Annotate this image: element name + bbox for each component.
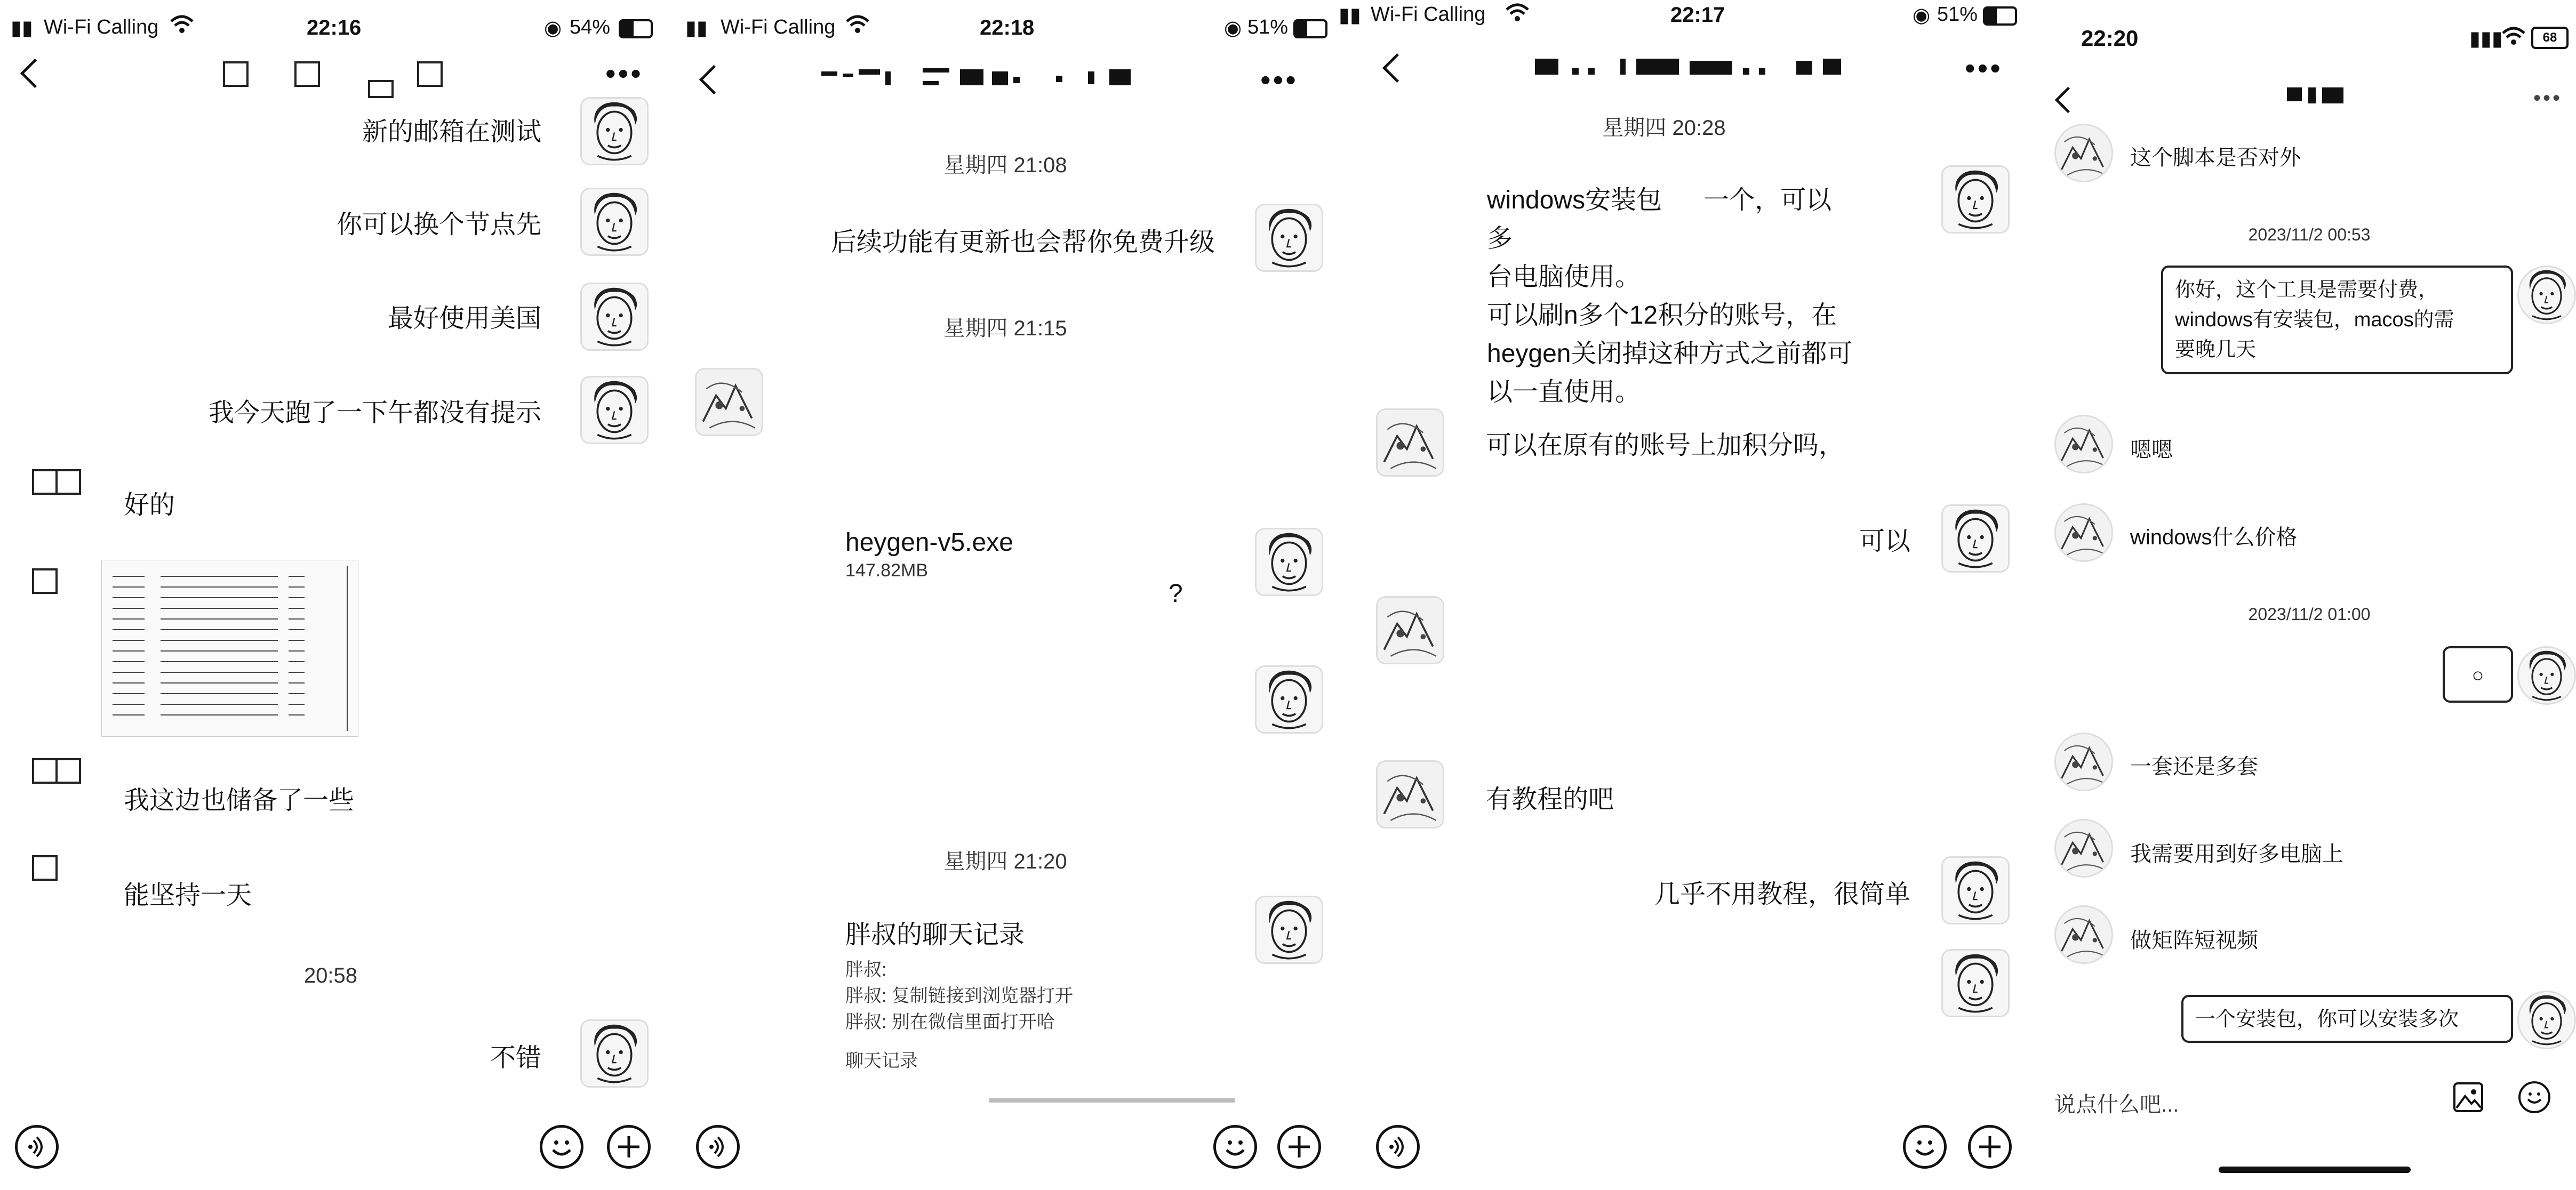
record-line: 胖叔: xyxy=(845,960,887,980)
title-glyph xyxy=(368,80,394,98)
timestamp: 2023/11/2 00:53 xyxy=(2248,225,2371,244)
file-name: heygen-v5.exe xyxy=(845,528,1013,557)
back-icon[interactable] xyxy=(2055,87,2081,113)
avatar[interactable] xyxy=(580,97,649,165)
avatar[interactable] xyxy=(2054,503,2113,562)
message-line: 以一直使用。 xyxy=(1487,378,1641,406)
avatar[interactable] xyxy=(1376,596,1444,664)
avatar[interactable] xyxy=(1255,204,1323,272)
message-text: 能坚持一天 xyxy=(124,881,252,910)
avatar[interactable] xyxy=(580,376,649,444)
battery-percent: 51% xyxy=(1247,16,1289,38)
message-text: 我今天跑了一下午都没有提示 xyxy=(208,399,541,427)
avatar[interactable] xyxy=(1941,949,2010,1017)
file-card[interactable] xyxy=(845,528,1013,581)
chat-panel-1 xyxy=(0,0,669,1190)
avatar[interactable] xyxy=(1255,665,1323,734)
avatar[interactable] xyxy=(2517,266,2576,324)
status-time: 22:16 xyxy=(307,16,362,39)
timestamp: 星期四 21:08 xyxy=(943,154,1067,177)
chat-panel-4 xyxy=(2027,0,2576,1190)
record-line: 胖叔: 别在微信里面打开哈 xyxy=(845,1012,1055,1032)
voice-icon[interactable] xyxy=(1376,1125,1420,1169)
message-text: 一套还是多套 xyxy=(2130,755,2258,778)
message-text: 可以在原有的账号上加积分吗， xyxy=(1486,431,1845,460)
message-line: 要晚几天 xyxy=(2175,339,2257,361)
message-text: 后续功能有更新也会帮你免费升级 xyxy=(830,228,1215,256)
record-footer: 聊天记录 xyxy=(845,1051,918,1071)
lock-rotation-icon: ◉ xyxy=(1913,4,1931,27)
more-icon[interactable]: ••• xyxy=(2533,86,2563,110)
scroll-divider xyxy=(989,1098,1235,1103)
timestamp: 星期四 21:15 xyxy=(943,317,1067,340)
message-line: windows有安装包，macos的需 xyxy=(2175,309,2454,331)
chat-title-obscured xyxy=(2287,84,2346,106)
timestamp: 20:58 xyxy=(303,964,358,987)
battery-icon xyxy=(619,19,653,38)
lock-rotation-icon: ◉ xyxy=(544,17,562,39)
battery-percent: 54% xyxy=(570,16,611,38)
avatar[interactable] xyxy=(2054,415,2113,473)
lock-rotation-icon: ◉ xyxy=(1224,17,1242,39)
emoji-icon[interactable] xyxy=(1903,1125,1947,1169)
emoji-icon[interactable] xyxy=(2518,1081,2550,1113)
avatar[interactable] xyxy=(580,188,649,256)
avatar-placeholder[interactable] xyxy=(32,855,58,881)
message-text: 可以 xyxy=(1859,527,1910,556)
timestamp: 星期四 20:28 xyxy=(1602,116,1726,140)
plus-icon[interactable] xyxy=(1968,1125,2012,1169)
record-line: 胖叔: 复制链接到浏览器打开 xyxy=(845,986,1073,1006)
avatar-placeholder[interactable] xyxy=(32,469,58,495)
avatar[interactable] xyxy=(1255,896,1323,964)
timestamp: 星期四 21:20 xyxy=(943,850,1067,873)
avatar[interactable] xyxy=(580,283,649,351)
more-icon[interactable]: ••• xyxy=(1965,51,2003,85)
title-glyph xyxy=(294,61,320,87)
voice-icon[interactable] xyxy=(696,1125,740,1169)
status-time: 22:17 xyxy=(1670,3,1725,27)
avatar[interactable] xyxy=(580,1019,649,1088)
avatar[interactable] xyxy=(2517,646,2576,705)
avatar[interactable] xyxy=(2054,733,2113,791)
avatar[interactable] xyxy=(1255,528,1323,596)
plus-icon[interactable] xyxy=(607,1125,651,1169)
back-icon[interactable] xyxy=(1382,53,1412,83)
avatar[interactable] xyxy=(1376,760,1444,829)
spreadsheet-image[interactable] xyxy=(101,560,358,737)
avatar[interactable] xyxy=(1941,856,2010,924)
battery-icon xyxy=(1293,19,1327,38)
message-text: 这个脚本是否对外 xyxy=(2130,146,2301,170)
chat-record-card[interactable] xyxy=(845,914,1229,1072)
message-text: 好的 xyxy=(124,491,175,519)
message-text: 你可以换个节点先 xyxy=(336,211,541,239)
message-text: 我这边也储备了一些 xyxy=(124,786,355,815)
signal-icon: ▮▮ xyxy=(11,17,33,39)
message-text: 嗯嗯 xyxy=(2130,438,2173,462)
emoji-icon[interactable] xyxy=(1213,1125,1257,1169)
message-text: 有教程的吧 xyxy=(1486,785,1614,814)
file-icon-placeholder: ? xyxy=(1169,580,1183,608)
avatar[interactable] xyxy=(2054,124,2113,182)
message-text: 做矩阵短视频 xyxy=(2130,929,2258,952)
avatar[interactable] xyxy=(1376,408,1444,477)
message-input[interactable]: 说点什么吧... xyxy=(2054,1093,2179,1116)
status-time: 22:18 xyxy=(980,16,1035,39)
avatar[interactable] xyxy=(2054,819,2113,878)
timestamp: 2023/11/2 01:00 xyxy=(2248,605,2371,624)
signal-icon: ▮▮ xyxy=(685,17,708,39)
chat-panel-2 xyxy=(669,0,1339,1190)
file-size: 147.82MB xyxy=(845,560,928,581)
record-title: 胖叔的聊天记录 xyxy=(845,921,1025,949)
wifi-icon xyxy=(1505,2,1530,26)
message-text: 我需要用到好多电脑上 xyxy=(2130,842,2343,866)
title-glyph xyxy=(223,61,249,87)
message-line: 你好，这个工具是需要付费， xyxy=(2175,279,2439,301)
title-glyph xyxy=(417,61,443,87)
battery-percent: 51% xyxy=(1937,3,1978,26)
message-text: 不错 xyxy=(490,1044,541,1072)
message-text xyxy=(1487,181,1855,412)
carrier-label: Wi-Fi Calling xyxy=(1371,3,1486,26)
message-line: heygen关闭掉这种方式之前都可 xyxy=(1487,340,1853,368)
message-line: 台电脑使用。 xyxy=(1487,263,1641,291)
message-text: 几乎不用教程，很简单 xyxy=(1654,880,1910,908)
back-icon[interactable] xyxy=(20,59,50,88)
emoji-icon[interactable] xyxy=(540,1125,583,1169)
wifi-icon xyxy=(2501,26,2526,50)
wifi-icon xyxy=(845,14,870,38)
carrier-label: Wi-Fi Calling xyxy=(44,16,159,38)
message-text: 最好使用美国 xyxy=(387,304,541,333)
more-icon[interactable]: ••• xyxy=(1260,63,1298,97)
chat-title-obscured xyxy=(1535,55,1866,79)
battery-icon: 68 xyxy=(2531,27,2569,49)
plus-icon[interactable] xyxy=(1277,1125,1321,1169)
message-bubble[interactable]: 一个安装包，你可以安装多次 xyxy=(2181,995,2513,1043)
avatar[interactable] xyxy=(2517,991,2576,1049)
avatar[interactable] xyxy=(1941,165,2010,234)
avatar-placeholder xyxy=(55,758,81,784)
wifi-icon xyxy=(170,14,194,41)
voice-icon[interactable] xyxy=(15,1125,59,1169)
signal-icon: ▮▮ xyxy=(1339,4,1361,27)
message-text: windows什么价格 xyxy=(2130,526,2298,549)
avatar[interactable] xyxy=(695,368,763,436)
message-line: windows安装包 xyxy=(1487,186,1662,214)
home-indicator[interactable] xyxy=(2219,1167,2411,1173)
signal-icon: ▮▮▮ xyxy=(2469,28,2503,50)
message-bubble[interactable]: ○ xyxy=(2443,646,2513,703)
back-icon[interactable] xyxy=(699,65,729,94)
carrier-label: Wi-Fi Calling xyxy=(721,16,836,38)
image-icon[interactable] xyxy=(2453,1082,2483,1112)
chat-title-obscured xyxy=(821,66,1173,90)
avatar[interactable] xyxy=(1941,504,2010,573)
more-icon[interactable]: ••• xyxy=(605,57,643,90)
avatar-placeholder[interactable] xyxy=(32,758,58,784)
avatar-placeholder[interactable] xyxy=(32,568,58,594)
message-bubble[interactable] xyxy=(2161,266,2513,374)
avatar[interactable] xyxy=(2054,905,2113,964)
status-time: 22:20 xyxy=(2081,26,2139,51)
chat-panel-3 xyxy=(1339,0,2027,1190)
message-line: 可以刷n多个12积分的账号，在 xyxy=(1487,301,1837,329)
message-line: 一个，可以多 xyxy=(1487,186,1832,253)
message-text: 新的邮箱在测试 xyxy=(362,118,541,146)
battery-icon xyxy=(1983,6,2017,26)
avatar-placeholder xyxy=(55,469,81,495)
